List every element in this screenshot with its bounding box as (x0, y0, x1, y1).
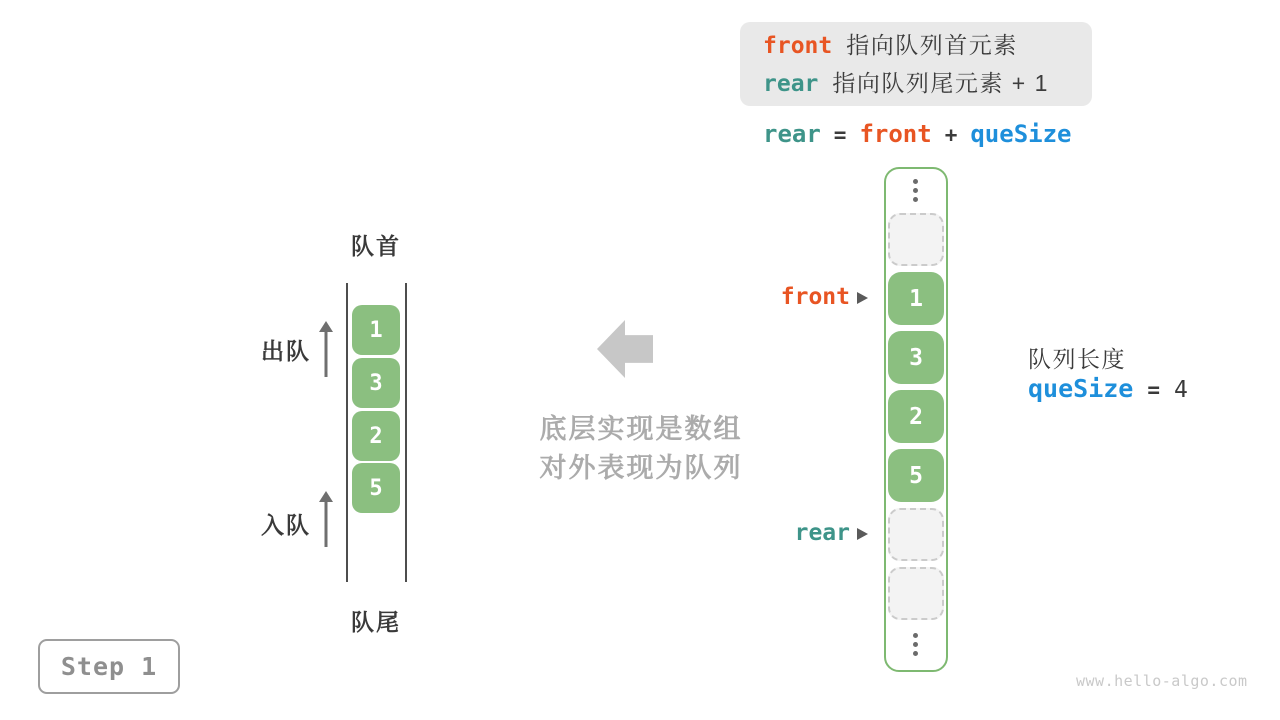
ellipsis-top-icon (913, 179, 918, 202)
equation-rear: rear (763, 120, 821, 148)
rear-legend-line (763, 65, 1092, 103)
queue-length-label: 队列长度 (1028, 346, 1126, 372)
dot (913, 633, 918, 638)
rear-keyword: rear (763, 71, 819, 97)
array-empty-cell-bottom (888, 567, 944, 620)
equation-quesize: queSize (970, 120, 1072, 148)
queue-right-wall (405, 283, 407, 582)
array-empty-cell-rear (888, 508, 944, 561)
array-cell-3: 5 (888, 449, 944, 502)
equation-front: front (859, 120, 932, 148)
array-cell-2: 2 (888, 390, 944, 443)
caption-line2: 对外表现为队列 (539, 453, 743, 483)
queue-cell-1: 3 (352, 358, 400, 408)
front-description: 指向队列首元素 (846, 32, 1018, 58)
dot (913, 188, 918, 193)
array-cell-1: 3 (888, 331, 944, 384)
equation-equals: = (833, 123, 847, 147)
enqueue-arrow-icon (319, 491, 333, 547)
dot (913, 197, 918, 202)
queue-length-equation (1028, 374, 1188, 403)
array-empty-cell-top (888, 213, 944, 266)
left-block-arrow-icon (597, 320, 653, 378)
rear-description: 指向队列尾元素 + 1 (832, 70, 1049, 96)
dot (913, 651, 918, 656)
dot (913, 179, 918, 184)
quesize-variable: queSize (1028, 374, 1134, 403)
array-cell-front: 1 (888, 272, 944, 325)
step-badge: Step 1 (38, 639, 180, 694)
watermark: www.hello-algo.com (1076, 672, 1248, 690)
rear-pointer-arrow-icon (857, 528, 868, 540)
rear-pointer-label: rear (794, 520, 850, 546)
enqueue-label: 入队 (261, 512, 311, 538)
queue-left-wall (346, 283, 348, 582)
front-legend-line (763, 27, 1092, 65)
queue-cell-0: 1 (352, 305, 400, 355)
dot (913, 642, 918, 647)
equation-plus: + (944, 123, 958, 147)
ellipsis-bottom-icon (913, 633, 918, 656)
front-pointer-arrow-icon (857, 292, 868, 304)
pointer-legend-box (740, 22, 1092, 106)
quesize-equals: = (1147, 378, 1161, 402)
dequeue-label: 出队 (261, 338, 311, 364)
queue-cell-2: 2 (352, 411, 400, 461)
caption-line1: 底层实现是数组 (539, 414, 743, 444)
quesize-value: 4 (1174, 377, 1188, 403)
pointer-equation (763, 120, 1072, 148)
queue-head-label: 队首 (351, 233, 401, 259)
dequeue-arrow-icon (319, 321, 333, 377)
implementation-caption (511, 410, 771, 488)
queue-cell-3: 5 (352, 463, 400, 513)
front-keyword: front (763, 33, 833, 59)
queue-tail-label: 队尾 (351, 609, 401, 635)
front-pointer-label: front (780, 284, 850, 310)
